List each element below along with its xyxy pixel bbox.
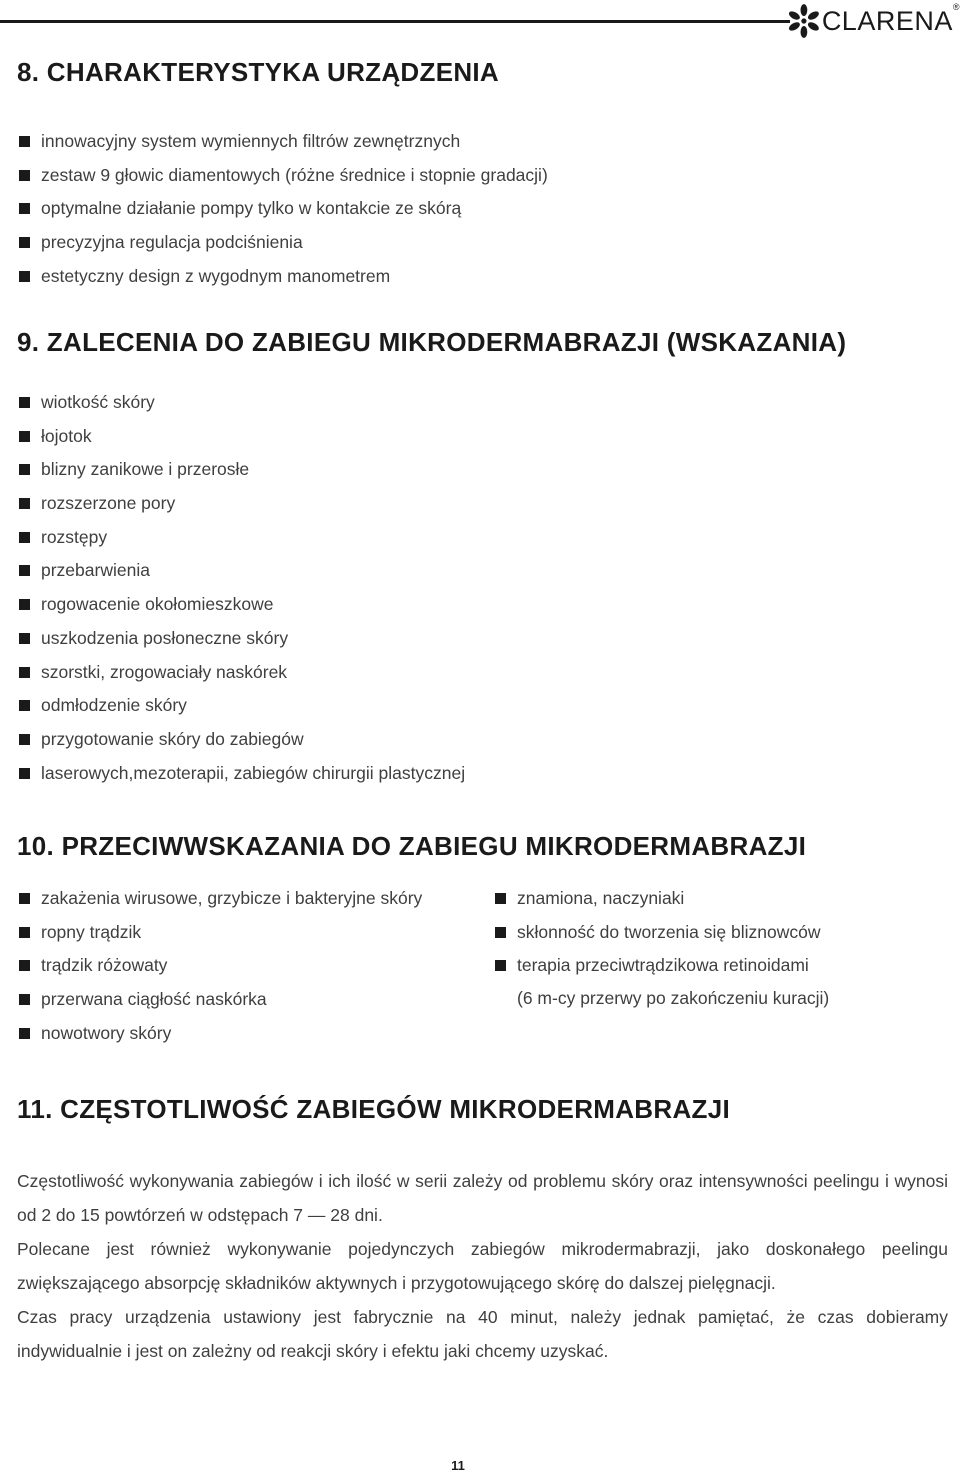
flower-logo-icon <box>782 0 826 42</box>
list-item: szorstki, zrogowaciały naskórek <box>17 656 465 690</box>
list-item: uszkodzenia posłoneczne skóry <box>17 622 465 656</box>
list-item: laserowych,mezoterapii, zabiegów chirurgii plastycznej <box>17 757 465 791</box>
list-item: blizny zanikowe i przerosłe <box>17 453 465 487</box>
list-item: trądzik różowaty <box>17 949 422 983</box>
list-item: terapia przeciwtrądzikowa retinoidami <box>493 949 820 983</box>
section-9-title: 9. ZALECENIA DO ZABIEGU MIKRODERMABRAZJI (WSKAZANIA) <box>17 327 847 357</box>
list-item: nowotwory skóry <box>17 1017 422 1051</box>
list-item: łojotok <box>17 420 465 454</box>
paragraph: Czas pracy urządzenia ustawiony jest fabrycznie na 40 minut, należy jednak pamiętać, że czas dobieramy indywidualnie i jest on zależny od reakcji skóry i efektu jaki chcemy uzyskać. <box>17 1307 948 1361</box>
list-item: przebarwienia <box>17 554 465 588</box>
list-item: zakażenia wirusowe, grzybicze i bakteryjne skóry <box>17 882 422 916</box>
list-item: skłonność do tworzenia się bliznowców <box>493 916 820 950</box>
list-item: przygotowanie skóry do zabiegów <box>17 723 465 757</box>
section-10-right-list <box>493 882 820 983</box>
list-item: znamiona, naczyniaki <box>493 882 820 916</box>
section-9-list <box>17 386 465 790</box>
list-item: ropny trądzik <box>17 916 422 950</box>
list-item: rogowacenie okołomieszkowe <box>17 588 465 622</box>
section-10-note: (6 m-cy przerwy po zakończeniu kuracji) <box>517 988 830 1008</box>
list-item: optymalne działanie pompy tylko w kontakcie ze skórą <box>17 192 548 226</box>
section-11-title: 11. CZĘSTOTLIWOŚĆ ZABIEGÓW MIKRODERMABRAZJI <box>17 1094 730 1124</box>
section-10-left-list <box>17 882 422 1050</box>
header-rule <box>0 20 790 23</box>
list-item: odmłodzenie skóry <box>17 689 465 723</box>
list-item: innowacyjny system wymiennych filtrów zewnętrznych <box>17 125 548 159</box>
list-item: przerwana ciągłość naskórka <box>17 983 422 1017</box>
list-item: rozstępy <box>17 521 465 555</box>
list-item: wiotkość skóry <box>17 386 465 420</box>
list-item: precyzyjna regulacja podciśnienia <box>17 226 548 260</box>
clarena-logo <box>782 0 960 42</box>
brand-name: CLARENA® <box>821 1 960 36</box>
paragraph: Częstotliwość wykonywania zabiegów i ich ilość w serii zależy od problemu skóry oraz intensywności peelingu i wynosi od 2 do 15 powtórzeń w odstępach 7 — 28 dni. <box>17 1171 948 1225</box>
list-item: zestaw 9 głowic diamentowych (różne średnice i stopnie gradacji) <box>17 159 548 193</box>
page-number: 11 <box>451 1458 465 1473</box>
paragraph: Polecane jest również wykonywanie pojedynczych zabiegów mikrodermabrazji, jako doskonałego peelingu zwiększającego absorpcję składników aktywnych i przygotowującego skórę do dalszej pielęgnacji. <box>17 1239 948 1293</box>
section-8-list <box>17 125 548 293</box>
section-10-title: 10. PRZECIWWSKAZANIA DO ZABIEGU MIKRODERMABRAZJI <box>17 831 807 861</box>
section-8-title: 8. CHARAKTERYSTYKA URZĄDZENIA <box>17 57 500 87</box>
list-item: rozszerzone pory <box>17 487 465 521</box>
list-item: estetyczny design z wygodnym manometrem <box>17 260 548 294</box>
